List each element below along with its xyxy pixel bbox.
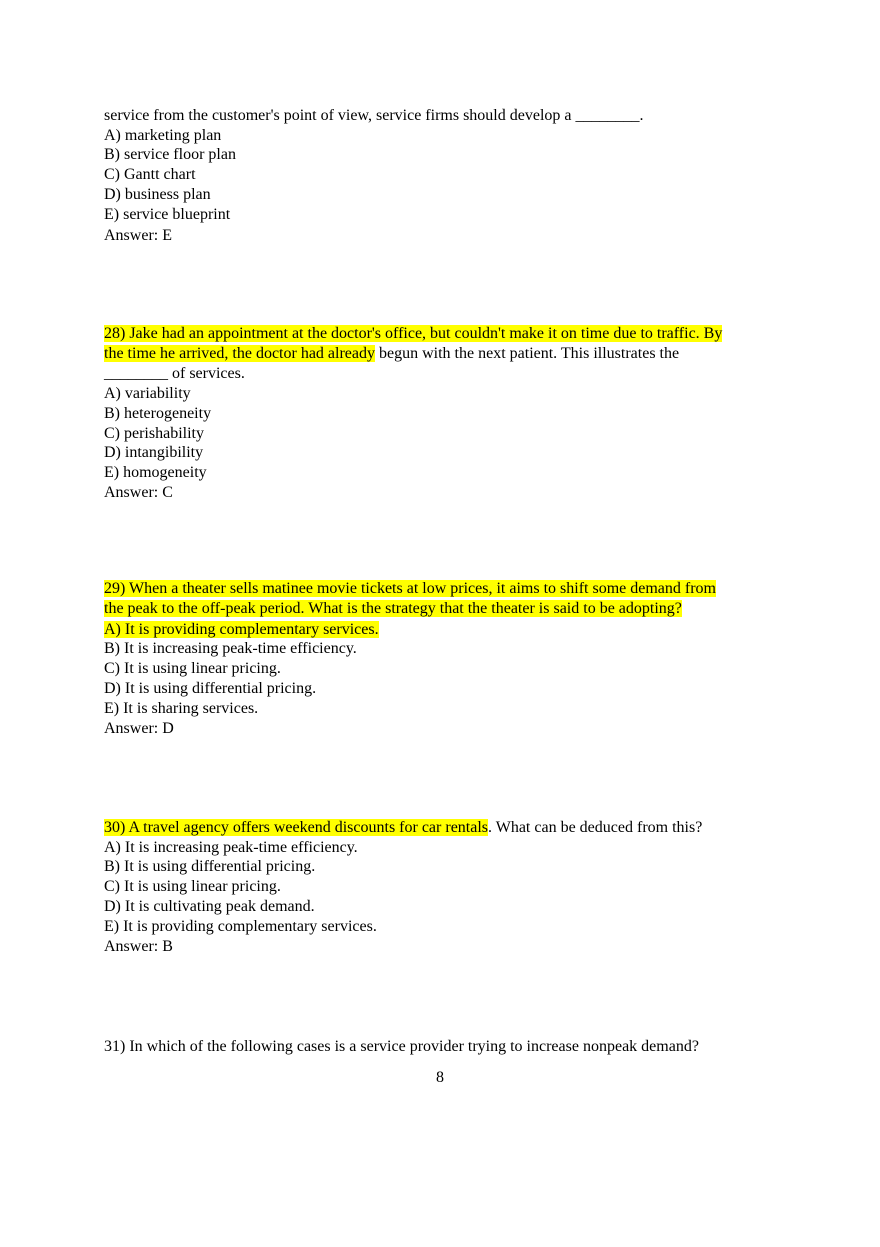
- q29-option-a-highlight: A) It is providing complementary services.: [104, 621, 379, 638]
- q28-answer: Answer: C: [104, 484, 173, 501]
- q27-stem: service from the customer's point of view, service firms should develop a ________.: [104, 107, 644, 124]
- q30-option-d: D) It is cultivating peak demand.: [104, 898, 315, 915]
- q29-option-e: E) It is sharing services.: [104, 700, 259, 717]
- q28-option-a: A) variability: [104, 385, 191, 402]
- q28-option-b: B) heterogeneity: [104, 405, 212, 422]
- q31-stem: 31) In which of the following cases is a service provider trying to increase nonpeak demand?: [104, 1038, 699, 1055]
- q29-option-b: B) It is increasing peak-time efficiency.: [104, 640, 357, 657]
- q28-stem-line-2-rest: begun with the next patient. This illustrates the: [375, 345, 680, 362]
- q28-stem-line-2: [104, 344, 679, 364]
- q27-option-c: C) Gantt chart: [104, 166, 196, 183]
- q29-answer: Answer: D: [104, 720, 174, 737]
- q30-option-b: B) It is using differential pricing.: [104, 858, 316, 875]
- q28-stem-line-1: [104, 324, 722, 344]
- q29-option-a: [104, 620, 379, 640]
- q29-stem-line-2: [104, 599, 682, 619]
- q28-stem-line-3: ________ of services.: [104, 365, 245, 382]
- q28-highlight-1: 28) Jake had an appointment at the doctor's office, but couldn't make it on time due to traffic. By: [104, 325, 723, 342]
- q28-highlight-2: the time he arrived, the doctor had already: [104, 345, 375, 362]
- q28-option-d: D) intangibility: [104, 444, 204, 461]
- q27-option-d: D) business plan: [104, 186, 211, 203]
- q30-answer: Answer: B: [104, 938, 173, 955]
- q27-answer: Answer: E: [104, 227, 172, 244]
- q27-option-b: B) service floor plan: [104, 146, 236, 163]
- q30-option-e: E) It is providing complementary services.: [104, 918, 377, 935]
- q28-option-e: E) homogeneity: [104, 464, 207, 481]
- q28-option-c: C) perishability: [104, 425, 204, 442]
- q30-highlight-1: 30) A travel agency offers weekend discounts for car rentals: [104, 819, 489, 836]
- q30-stem-line-1: [104, 818, 702, 838]
- q30-stem-line-1-rest: . What can be deduced from this?: [488, 819, 703, 836]
- q29-highlight-2: the peak to the off-peak period. What is the strategy that the theater is said to be adopting?: [104, 600, 682, 617]
- q29-highlight-1: 29) When a theater sells matinee movie tickets at low prices, it aims to shift some demand from: [104, 580, 716, 597]
- q27-option-a: A) marketing plan: [104, 127, 222, 144]
- q27-option-e: E) service blueprint: [104, 206, 231, 223]
- q30-option-c: C) It is using linear pricing.: [104, 878, 281, 895]
- q29-option-c: C) It is using linear pricing.: [104, 660, 281, 677]
- page-number: 8: [436, 1069, 444, 1086]
- q29-stem-line-1: [104, 579, 716, 599]
- q29-option-d: D) It is using differential pricing.: [104, 680, 317, 697]
- q30-option-a: A) It is increasing peak-time efficiency.: [104, 839, 358, 856]
